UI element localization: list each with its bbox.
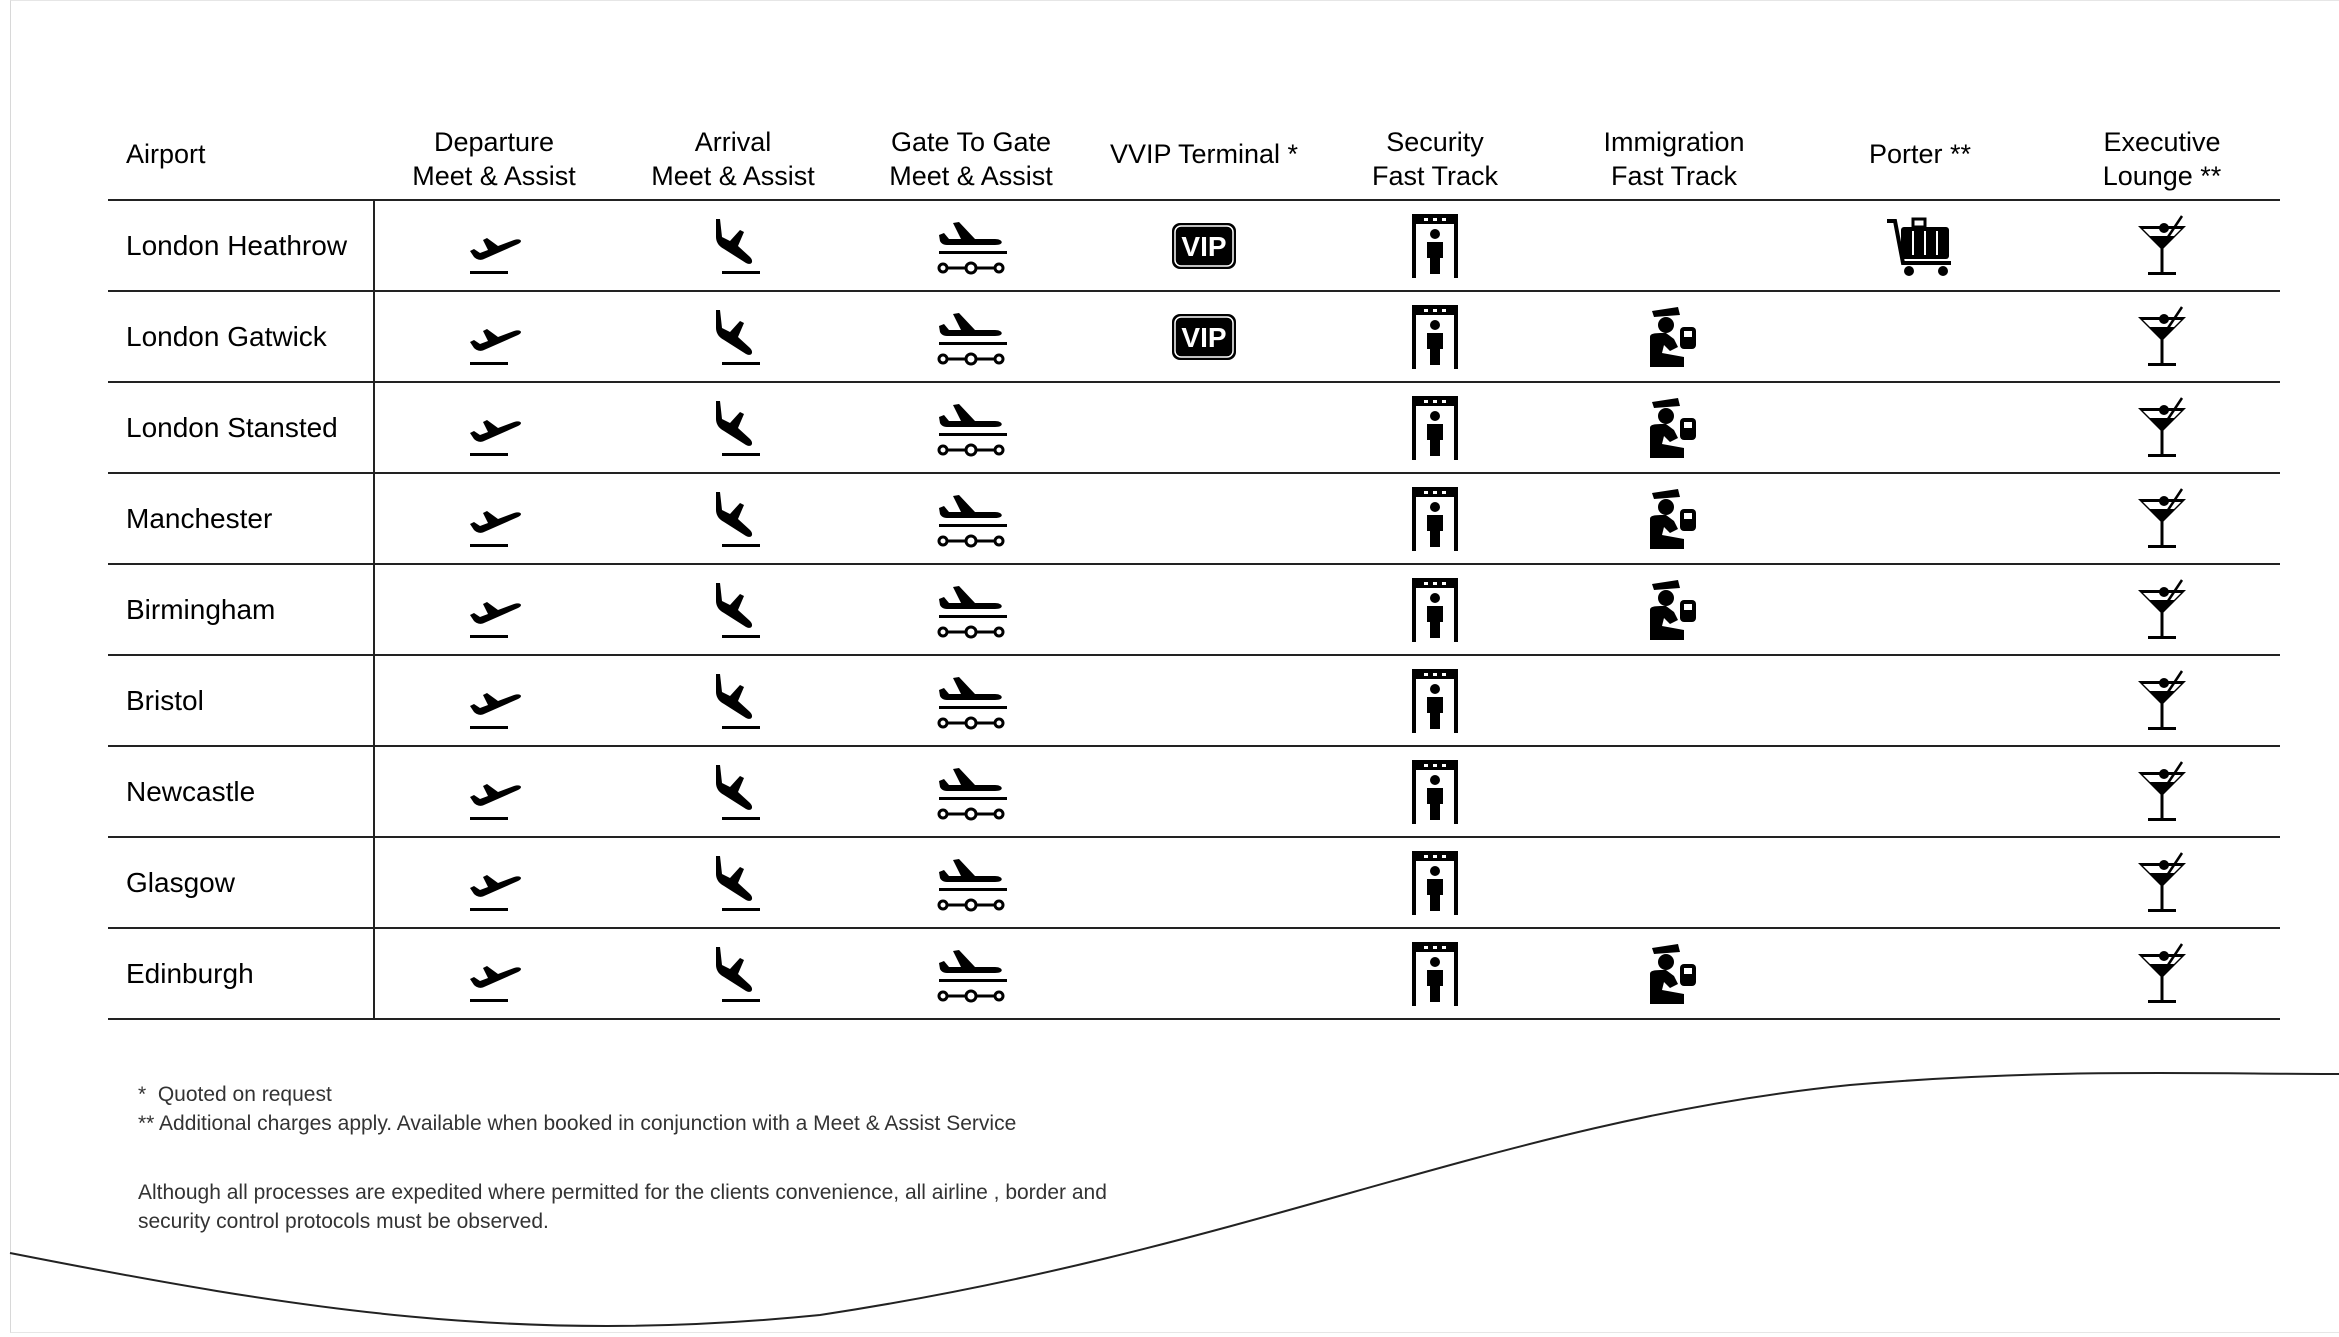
table-row <box>108 928 2280 1019</box>
gate-to-gate-icon <box>931 850 1011 916</box>
airport-name: London Stansted <box>108 382 374 473</box>
cell-vvip <box>1090 564 1318 655</box>
cell-departure <box>374 291 614 382</box>
cell-vvip <box>1090 928 1318 1019</box>
cell-arrival <box>614 655 852 746</box>
cell-departure <box>374 382 614 473</box>
cell-lounge <box>2044 564 2280 655</box>
cocktail-glass-icon <box>2134 758 2190 826</box>
security-scanner-icon <box>1410 576 1460 644</box>
header-executive-lounge: Executive Lounge ** <box>2044 108 2280 200</box>
gate-to-gate-icon <box>931 486 1011 552</box>
header-porter: Porter ** <box>1796 108 2044 200</box>
table-row <box>108 291 2280 382</box>
footnote-charges: ** Additional charges apply. Available when booked in conjunction with a Meet & Assist Service <box>138 1112 1017 1135</box>
cell-immigration <box>1552 837 1796 928</box>
table-row <box>108 655 2280 746</box>
cell-security <box>1318 564 1552 655</box>
plane-arrival-icon <box>700 304 766 370</box>
immigration-officer-icon <box>1644 303 1704 371</box>
cocktail-glass-icon <box>2134 849 2190 917</box>
cell-immigration <box>1552 291 1796 382</box>
plane-departure-icon <box>462 850 528 916</box>
plane-arrival-icon <box>700 213 766 279</box>
gate-to-gate-icon <box>931 759 1011 825</box>
svg-text:VIP: VIP <box>1181 321 1227 353</box>
table-row <box>108 746 2280 837</box>
cell-vvip <box>1090 200 1318 291</box>
cell-arrival <box>614 473 852 564</box>
cell-lounge <box>2044 382 2280 473</box>
cell-security <box>1318 837 1552 928</box>
cell-gate <box>852 837 1090 928</box>
airport-name: Birmingham <box>108 564 374 655</box>
table-row <box>108 382 2280 473</box>
security-scanner-icon <box>1410 303 1460 371</box>
security-scanner-icon <box>1410 758 1460 826</box>
cell-vvip <box>1090 382 1318 473</box>
cell-arrival <box>614 564 852 655</box>
cell-gate <box>852 928 1090 1019</box>
cell-lounge <box>2044 473 2280 564</box>
immigration-officer-icon <box>1644 394 1704 462</box>
cell-gate <box>852 291 1090 382</box>
plane-departure-icon <box>462 213 528 279</box>
cocktail-glass-icon <box>2134 576 2190 644</box>
security-scanner-icon <box>1410 394 1460 462</box>
cell-vvip <box>1090 837 1318 928</box>
cell-immigration <box>1552 473 1796 564</box>
cell-porter <box>1796 291 2044 382</box>
cell-immigration <box>1552 564 1796 655</box>
airport-name: Bristol <box>108 655 374 746</box>
cell-lounge <box>2044 928 2280 1019</box>
plane-departure-icon <box>462 486 528 552</box>
plane-arrival-icon <box>700 850 766 916</box>
cell-porter <box>1796 655 2044 746</box>
airport-name: Edinburgh <box>108 928 374 1019</box>
airport-name: London Gatwick <box>108 291 374 382</box>
cell-porter <box>1796 200 2044 291</box>
cell-immigration <box>1552 200 1796 291</box>
footnotes <box>138 1080 1016 1138</box>
cocktail-glass-icon <box>2134 303 2190 371</box>
plane-arrival-icon <box>700 759 766 825</box>
cell-departure <box>374 655 614 746</box>
cell-gate <box>852 564 1090 655</box>
cell-gate <box>852 200 1090 291</box>
plane-departure-icon <box>462 304 528 370</box>
cell-arrival <box>614 382 852 473</box>
cell-porter <box>1796 564 2044 655</box>
airport-name: Glasgow <box>108 837 374 928</box>
vip-badge-icon <box>1170 312 1238 362</box>
cell-lounge <box>2044 746 2280 837</box>
cell-immigration <box>1552 928 1796 1019</box>
security-scanner-icon <box>1410 940 1460 1008</box>
cell-vvip <box>1090 473 1318 564</box>
cell-porter <box>1796 837 2044 928</box>
cell-security <box>1318 655 1552 746</box>
airport-name: Newcastle <box>108 746 374 837</box>
cell-departure <box>374 200 614 291</box>
cell-vvip <box>1090 655 1318 746</box>
cell-arrival <box>614 928 852 1019</box>
cell-lounge <box>2044 200 2280 291</box>
cell-lounge <box>2044 291 2280 382</box>
cell-security <box>1318 291 1552 382</box>
cell-departure <box>374 564 614 655</box>
footnote-quoted: * Quoted on request <box>138 1083 332 1106</box>
cell-porter <box>1796 382 2044 473</box>
disclaimer-text: Although all processes are expedited where permitted for the clients convenience, all airline , border and security control protocols must be observed. <box>138 1181 1107 1233</box>
cell-porter <box>1796 473 2044 564</box>
cell-porter <box>1796 928 2044 1019</box>
immigration-officer-icon <box>1644 576 1704 644</box>
security-scanner-icon <box>1410 849 1460 917</box>
plane-departure-icon <box>462 577 528 643</box>
table-row <box>108 564 2280 655</box>
luggage-cart-icon <box>1885 213 1955 279</box>
cell-immigration <box>1552 382 1796 473</box>
cell-security <box>1318 473 1552 564</box>
cell-departure <box>374 473 614 564</box>
gate-to-gate-icon <box>931 941 1011 1007</box>
cell-departure <box>374 928 614 1019</box>
cell-arrival <box>614 200 852 291</box>
cell-immigration <box>1552 655 1796 746</box>
header-arrival: Arrival Meet & Assist <box>614 108 852 200</box>
cell-immigration <box>1552 746 1796 837</box>
cocktail-glass-icon <box>2134 485 2190 553</box>
plane-departure-icon <box>462 941 528 1007</box>
cell-vvip <box>1090 291 1318 382</box>
immigration-officer-icon <box>1644 940 1704 1008</box>
vip-badge-icon <box>1170 221 1238 271</box>
immigration-officer-icon <box>1644 485 1704 553</box>
cell-lounge <box>2044 837 2280 928</box>
airport-name: Manchester <box>108 473 374 564</box>
cell-porter <box>1796 746 2044 837</box>
cell-gate <box>852 655 1090 746</box>
table-row <box>108 200 2280 291</box>
plane-departure-icon <box>462 668 528 734</box>
gate-to-gate-icon <box>931 577 1011 643</box>
cocktail-glass-icon <box>2134 212 2190 280</box>
gate-to-gate-icon <box>931 668 1011 734</box>
plane-arrival-icon <box>700 486 766 552</box>
cell-arrival <box>614 746 852 837</box>
cell-gate <box>852 473 1090 564</box>
header-gate-to-gate: Gate To Gate Meet & Assist <box>852 108 1090 200</box>
gate-to-gate-icon <box>931 395 1011 461</box>
security-scanner-icon <box>1410 667 1460 735</box>
plane-arrival-icon <box>700 668 766 734</box>
svg-text:VIP: VIP <box>1181 230 1227 262</box>
plane-arrival-icon <box>700 577 766 643</box>
plane-arrival-icon <box>700 941 766 1007</box>
security-scanner-icon <box>1410 212 1460 280</box>
gate-to-gate-icon <box>931 304 1011 370</box>
services-table <box>108 108 2280 1020</box>
plane-departure-icon <box>462 759 528 825</box>
table-row <box>108 837 2280 928</box>
cell-lounge <box>2044 655 2280 746</box>
cell-vvip <box>1090 746 1318 837</box>
header-airport: Airport <box>108 108 374 200</box>
cell-security <box>1318 928 1552 1019</box>
cell-security <box>1318 382 1552 473</box>
cocktail-glass-icon <box>2134 394 2190 462</box>
header-immigration: Immigration Fast Track <box>1552 108 1796 200</box>
cocktail-glass-icon <box>2134 667 2190 735</box>
cell-arrival <box>614 291 852 382</box>
cocktail-glass-icon <box>2134 940 2190 1008</box>
plane-departure-icon <box>462 395 528 461</box>
security-scanner-icon <box>1410 485 1460 553</box>
cell-gate <box>852 746 1090 837</box>
table-row <box>108 473 2280 564</box>
gate-to-gate-icon <box>931 213 1011 279</box>
cell-security <box>1318 746 1552 837</box>
header-vvip-terminal: VVIP Terminal * <box>1090 108 1318 200</box>
cell-security <box>1318 200 1552 291</box>
header-security: Security Fast Track <box>1318 108 1552 200</box>
cell-gate <box>852 382 1090 473</box>
header-row <box>108 108 2280 200</box>
airport-name: London Heathrow <box>108 200 374 291</box>
header-departure: Departure Meet & Assist <box>374 108 614 200</box>
cell-departure <box>374 837 614 928</box>
cell-arrival <box>614 837 852 928</box>
cell-departure <box>374 746 614 837</box>
plane-arrival-icon <box>700 395 766 461</box>
